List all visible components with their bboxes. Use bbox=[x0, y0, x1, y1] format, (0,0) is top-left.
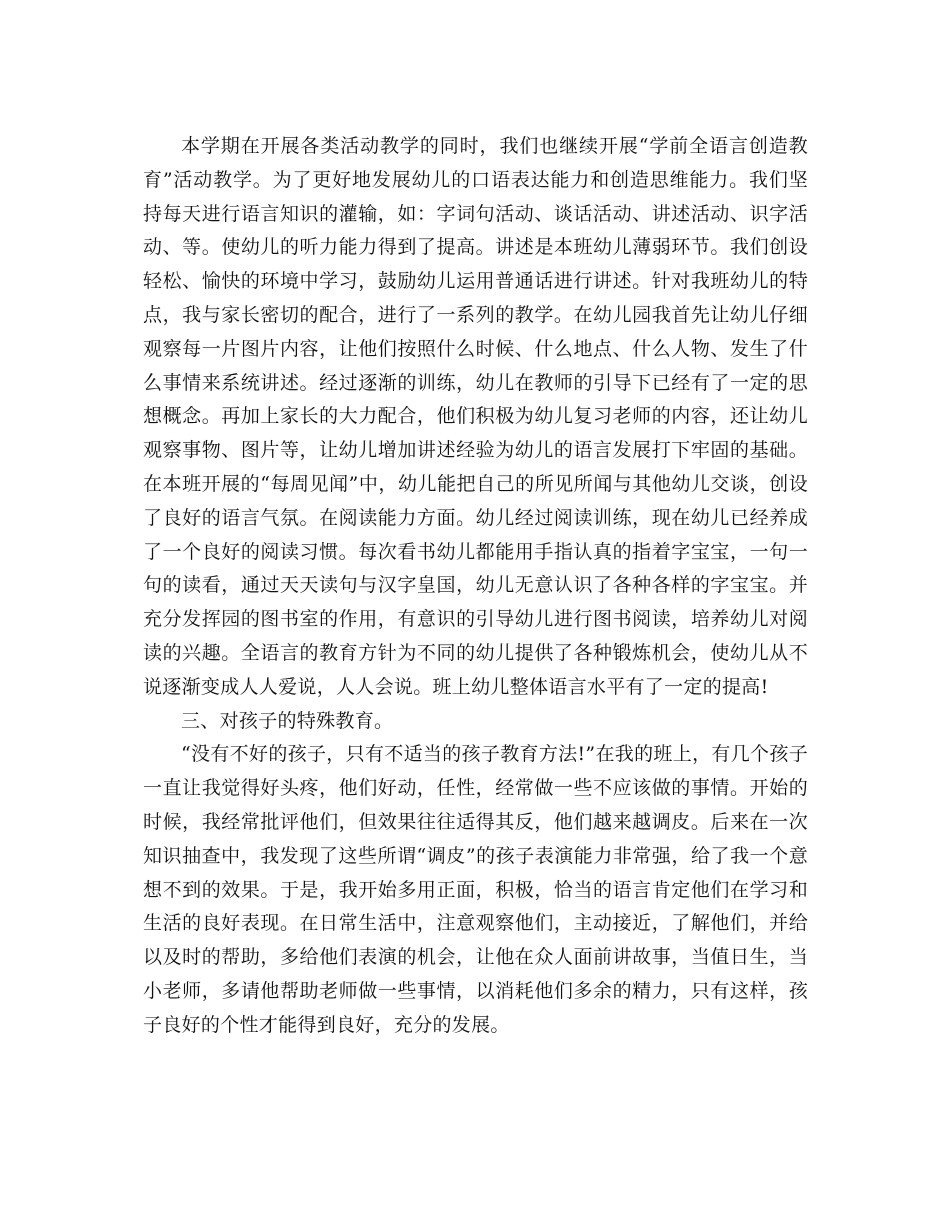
paragraph-special-education: “没有不好的孩子，只有不适当的孩子教育方法!”在我的班上，有几个孩子一直让我觉得好头疼，他们好动，任性，经常做一些不应该做的事情。开始的时候，我经常批评他们，但效果往往适得其反，他们越来越调皮。后来在一次知识抽查中，我发现了这些所谓“调皮”的孩子表演能力非常强，给了我一个意想不到的效果。于是，我开始多用正面，积极，恰当的语言肯定他们在学习和生活的良好表现。在日常生活中，注意观察他们，主动接近，了解他们，并给以及时的帮助，多给他们表演的机会，让他在众人面前讲故事，当值日生，当小老师，多请他帮助老师做一些事情，以消耗他们多余的精力，只有这样，孩子良好的个性才能得到良好，充分的发展。 bbox=[143, 743, 808, 1036]
section-heading-special-education: 三、对孩子的特殊教育。 bbox=[181, 709, 394, 732]
document-body bbox=[143, 130, 808, 1043]
paragraph-language-education: 本学期在开展各类活动教学的同时，我们也继续开展“学前全语言创造教育”活动教学。为了更好地发展幼儿的口语表达能力和创造思维能力。我们坚持每天进行语言知识的灌输，如：字词句活动、谈话活动、讲述活动、识字活动、等。使幼儿的听力能力得到了提高。讲述是本班幼儿薄弱环节。我们创设轻松、愉快的环境中学习，鼓励幼儿运用普通话进行讲述。针对我班幼儿的特点，我与家长密切的配合，进行了一系列的教学。在幼儿园我首先让幼儿仔细观察每一片图片内容，让他们按照什么时候、什么地点、什么人物、发生了什么事情来系统讲述。经过逐渐的训练，幼儿在教师的引导下已经有了一定的思想概念。再加上家长的大力配合，他们积极为幼儿复习老师的内容，还让幼儿观察事物、图片等，让幼儿增加讲述经验为幼儿的语言发展打下牢固的基础。在本班开展的“每周见闻”中，幼儿能把自己的所见所闻与其他幼儿交谈，创设了良好的语言气氛。在阅读能力方面。幼儿经过阅读训练，现在幼儿已经养成了一个良好的阅读习惯。每次看书幼儿都能用手指认真的指着字宝宝，一句一句的读看，通过天天读句与汉字皇国，幼儿无意认识了各种各样的字宝宝。并充分发挥园的图书室的作用，有意识的引导幼儿进行图书阅读，培养幼儿对阅读的兴趣。全语言的教育方针为不同的幼儿提供了各种锻炼机会，使幼儿从不说逐渐变成人人爱说，人人会说。班上幼儿整体语言水平有了一定的提高! bbox=[143, 135, 808, 698]
